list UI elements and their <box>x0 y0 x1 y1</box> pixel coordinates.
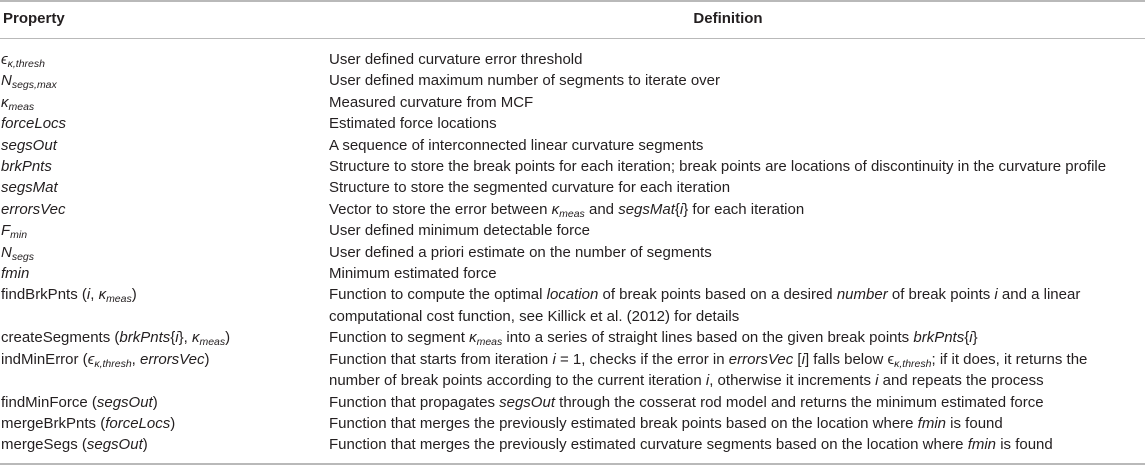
property-cell <box>0 349 329 392</box>
definition-cell <box>329 263 1145 284</box>
property-text-segment: ϵ <box>87 350 95 368</box>
definition-cell <box>329 70 1145 91</box>
table-row <box>0 70 1145 91</box>
property-cell <box>0 284 329 327</box>
table-row <box>0 263 1145 284</box>
property-text-segment: fmin <box>1 265 30 283</box>
definition-text-segment: i <box>969 329 973 347</box>
property-text-segment: forceLocs <box>105 414 171 432</box>
property-text-segment: indMinError ( <box>1 350 88 368</box>
property-text-segment: ) <box>204 350 210 368</box>
definition-text-segment: fmin <box>967 436 997 454</box>
definition-cell <box>329 92 1145 113</box>
property-text-segment: errorsVec <box>1 200 66 218</box>
property-text-segment: N <box>1 243 12 261</box>
property-text-segment: segs <box>11 250 35 263</box>
definition-text-segment: Measured curvature from MCF <box>329 93 534 111</box>
definition-text-segment: segsMat <box>618 200 675 218</box>
property-text-segment: κ <box>98 286 107 304</box>
definition-text-segment: , otherwise it increments <box>709 372 876 390</box>
definition-text-segment: i <box>552 350 556 368</box>
table-row <box>0 135 1145 156</box>
table-row <box>0 199 1145 220</box>
property-text-segment: ) <box>142 436 148 454</box>
definition-text-segment: User defined a priori estimate on the number of segments <box>329 243 712 261</box>
property-text-segment: segs,max <box>11 79 57 92</box>
definition-cell <box>329 177 1145 198</box>
definition-text-segment: segsOut <box>499 393 555 411</box>
table-row <box>0 220 1145 241</box>
definition-text-segment: { <box>674 200 680 218</box>
definition-text-segment: Vector to store the error between <box>329 200 552 218</box>
definition-text-segment: = 1, checks if the error in <box>555 350 729 368</box>
property-cell <box>0 70 329 91</box>
table-body <box>0 49 1145 456</box>
definition-cell <box>329 392 1145 413</box>
table-top-rule <box>0 0 1145 2</box>
definition-text-segment: is found <box>996 436 1053 454</box>
property-text-segment: ) <box>152 393 158 411</box>
property-text-segment: meas <box>8 100 35 113</box>
definition-text-segment: i <box>679 200 684 218</box>
definition-text-segment: of break points <box>887 286 995 304</box>
table-row <box>0 92 1145 113</box>
definition-text-segment: of break points based on a desired <box>598 286 837 304</box>
definition-text-segment: and <box>584 200 619 218</box>
definition-cell <box>329 156 1145 177</box>
property-text-segment: N <box>1 72 12 90</box>
property-text-segment: i <box>175 329 179 347</box>
property-cell <box>0 135 329 156</box>
property-cell <box>0 242 329 263</box>
property-text-segment: κ,thresh <box>7 58 45 70</box>
property-text-segment: segsMat <box>1 179 58 197</box>
definition-cell <box>329 49 1145 70</box>
definition-text-segment: } for each iteration <box>683 200 805 218</box>
property-text-segment: findMinForce ( <box>1 393 97 411</box>
definition-cell <box>329 113 1145 134</box>
table-row <box>0 327 1145 348</box>
definition-text-segment: Function to segment <box>329 329 470 347</box>
property-text-segment: ) <box>131 286 137 304</box>
property-text-segment: mergeBrkPnts ( <box>1 414 106 432</box>
definition-text-segment: i <box>705 372 710 390</box>
property-cell <box>0 263 329 284</box>
property-text-segment: κ <box>1 93 9 111</box>
definition-cell <box>329 220 1145 241</box>
property-text-segment: brkPnts <box>119 329 171 347</box>
property-text-segment: segsOut <box>86 436 143 454</box>
definition-text-segment: errorsVec <box>728 350 794 368</box>
property-text-segment: createSegments ( <box>1 329 120 347</box>
definition-text-segment: Estimated force locations <box>329 115 497 133</box>
property-text-segment: , <box>131 350 141 368</box>
property-text-segment: errorsVec <box>140 350 205 368</box>
table-row <box>0 177 1145 198</box>
table-row <box>0 156 1145 177</box>
table-row <box>0 413 1145 434</box>
table-bottom-rule <box>0 463 1145 465</box>
definition-cell <box>329 413 1145 434</box>
definition-text-segment: fmin <box>917 414 947 432</box>
definition-text-segment: Minimum estimated force <box>329 265 497 283</box>
definition-text-segment: meas <box>559 207 585 220</box>
table-row <box>0 242 1145 263</box>
property-text-segment: κ <box>191 329 200 347</box>
property-text-segment: F <box>1 222 11 240</box>
definition-text-segment: User defined maximum number of segments to iterate over <box>329 72 721 90</box>
definition-text-segment: κ <box>469 329 477 347</box>
property-text-segment: meas <box>199 336 226 349</box>
property-text-segment: , <box>90 286 99 304</box>
definition-cell <box>329 242 1145 263</box>
definition-text-segment: meas <box>476 336 503 349</box>
table-row <box>0 113 1145 134</box>
definition-text-segment: Function to compute the optimal <box>329 286 547 304</box>
definition-text-segment: into a series of straight lines based on the given break points <box>502 329 914 347</box>
definition-text-segment: [ <box>793 350 802 368</box>
property-text-segment: segsOut <box>96 393 153 411</box>
definition-text-segment: location <box>546 286 599 304</box>
definition-text-segment: User defined curvature error threshold <box>329 51 583 68</box>
definition-text-segment: i <box>801 350 805 368</box>
property-text-segment: segsOut <box>1 136 57 154</box>
property-text-segment: mergeSegs ( <box>1 436 87 454</box>
definition-text-segment: A sequence of interconnected linear curvature segments <box>329 136 704 154</box>
table-row <box>0 392 1145 413</box>
definition-text-segment: κ,thresh <box>894 357 932 370</box>
definition-text-segment: is found <box>946 414 1003 432</box>
property-cell <box>0 220 329 241</box>
property-cell <box>0 49 329 70</box>
definition-cell <box>329 199 1145 220</box>
table-row <box>0 434 1145 455</box>
definition-text-segment: Structure to store the segmented curvature for each iteration <box>329 179 731 197</box>
property-cell <box>0 327 329 348</box>
property-cell <box>0 92 329 113</box>
definition-text-segment: Function that starts from iteration <box>329 350 553 368</box>
definition-cell <box>329 135 1145 156</box>
definition-cell <box>329 434 1145 455</box>
property-text-segment: ) <box>170 414 176 432</box>
definition-text-segment: i <box>994 286 998 304</box>
definition-text-segment: ; if it does, it returns the number of break points according to the current iteration <box>329 350 1088 390</box>
property-cell <box>0 392 329 413</box>
definition-text-segment: number <box>836 286 888 304</box>
definition-text-segment: Function that merges the previously estimated curvature segments based on the location where <box>329 436 968 454</box>
property-text-segment: }, <box>178 329 192 347</box>
table-row <box>0 49 1145 70</box>
property-text-segment: ϵ <box>1 51 8 68</box>
definition-text-segment: Function that propagates <box>329 393 500 411</box>
definition-text-segment: through the cosserat rod model and returns the minimum estimated force <box>555 393 1044 411</box>
definition-cell <box>329 327 1145 348</box>
definition-text-segment: Function that merges the previously estimated break points based on the location where <box>329 414 918 432</box>
property-text-segment: brkPnts <box>1 158 52 176</box>
property-cell <box>0 177 329 198</box>
definition-text-segment: ϵ <box>887 350 895 368</box>
definition-text-segment: ] falls below <box>804 350 888 368</box>
property-cell <box>0 434 329 455</box>
header-rule <box>0 38 1145 39</box>
table-row <box>0 349 1145 392</box>
definition-text-segment: i <box>875 372 879 390</box>
definition-text-segment: brkPnts <box>913 329 965 347</box>
property-column-header: Property <box>3 10 65 27</box>
property-text-segment: κ,thresh <box>94 357 132 370</box>
property-cell <box>0 113 329 134</box>
definition-cell <box>329 349 1145 392</box>
property-cell <box>0 413 329 434</box>
property-cell <box>0 199 329 220</box>
definition-text-segment: User defined minimum detectable force <box>329 222 590 240</box>
definition-text-segment: { <box>964 329 970 347</box>
property-cell <box>0 156 329 177</box>
table-row <box>0 284 1145 327</box>
property-text-segment: min <box>10 229 28 242</box>
definition-text-segment: Structure to store the break points for each iteration; break points are locations of discontinuity in the curvature profile <box>329 158 1107 176</box>
property-text-segment: ) <box>225 329 231 347</box>
definition-text-segment: and repeats the process <box>878 372 1044 390</box>
definition-column-header: Definition <box>693 10 763 27</box>
property-text-segment: findBrkPnts ( <box>1 286 87 304</box>
definition-text-segment: κ <box>551 200 560 218</box>
definition-cell <box>329 284 1145 327</box>
property-text-segment: meas <box>106 293 132 306</box>
property-text-segment: { <box>170 329 176 347</box>
definition-text-segment: and a linear computational cost function, see Killick et al. (2012) for details <box>329 286 1081 325</box>
definition-text-segment: } <box>972 329 978 347</box>
property-text-segment: forceLocs <box>1 115 67 133</box>
property-text-segment: i <box>86 286 91 304</box>
